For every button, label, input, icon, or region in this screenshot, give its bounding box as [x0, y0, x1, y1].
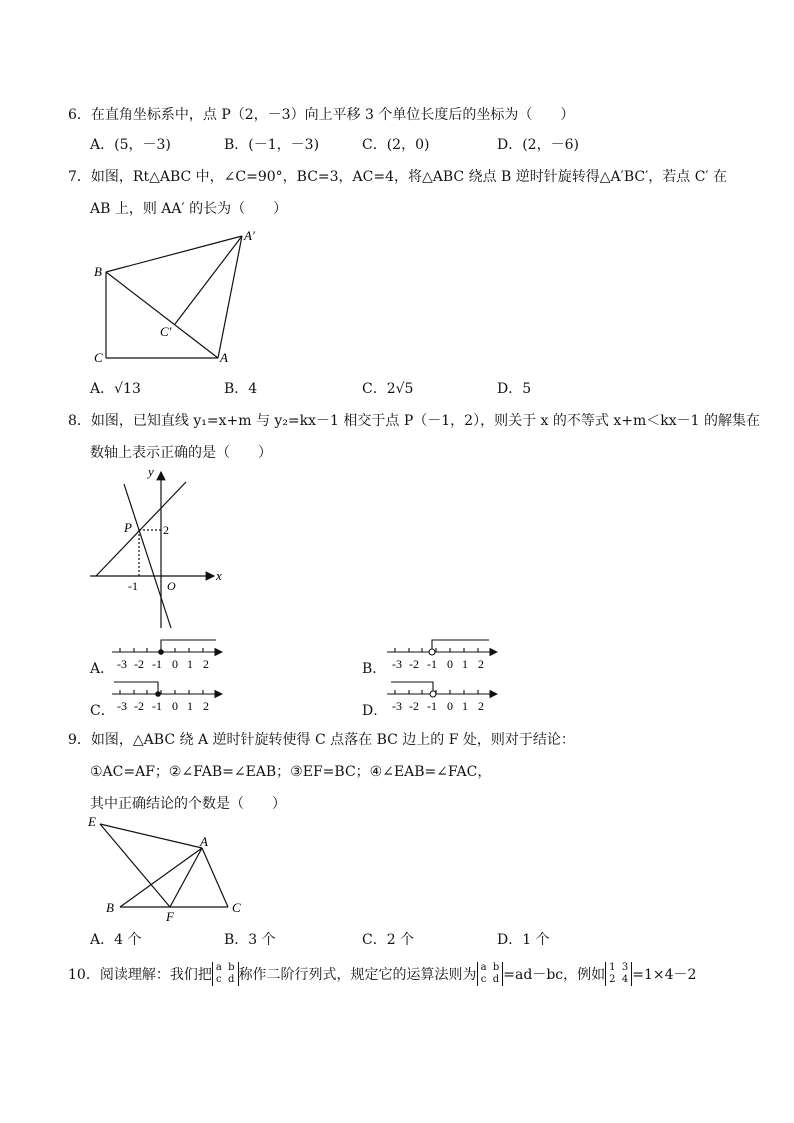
det-entry: a — [215, 962, 222, 973]
q9-option-c: C．2 个 — [362, 932, 415, 948]
q8-numberline-c — [110, 678, 230, 714]
tick-label: -1 — [427, 657, 437, 671]
q7-segment-a1a — [218, 236, 242, 358]
q8-label-2: 2 — [163, 523, 169, 537]
q7-segment-a1c1 — [175, 236, 242, 324]
q10-prefix: 10．阅读理解：我们把 — [68, 967, 212, 983]
tick-label: 2 — [478, 699, 484, 713]
q9-figure — [84, 812, 254, 924]
det-entry: 2 — [609, 974, 616, 985]
q8-label-neg1: -1 — [128, 579, 138, 593]
q9-segment-ac — [202, 848, 228, 907]
q7-stem-line1: 7．如图，Rt△ABC 中，∠C=90°，BC=3，AC=4，将△ABC 绕点 B 逆时针旋转得△A′BC′，若点 C′ 在 — [68, 169, 728, 185]
q8-stem-line2: 数轴上表示正确的是（ ） — [90, 445, 272, 461]
q9-segment-fa — [170, 848, 202, 907]
det-entry: c — [216, 974, 222, 985]
q7-label-a: A — [220, 350, 228, 365]
q9-label-c: C — [232, 900, 241, 915]
q7-option-c: C．2√5 — [362, 381, 414, 397]
tick-label: -1 — [152, 699, 162, 713]
tick-label: 0 — [172, 657, 178, 671]
q6-option-c: C．(2，0) — [362, 137, 430, 153]
q6-option-b: B．(－1，－3) — [224, 137, 320, 153]
det-entry: d — [492, 974, 500, 985]
tick-label: 2 — [478, 657, 484, 671]
q10-tail: =1×4－2 — [632, 967, 697, 983]
det-entry: b — [492, 962, 500, 973]
tick-label: 0 — [172, 699, 178, 713]
tick-label: -3 — [392, 657, 402, 671]
q9-segment-ea — [100, 824, 202, 848]
q9-label-b: B — [106, 900, 114, 915]
tick-label: 1 — [462, 657, 468, 671]
tick-label: 1 — [187, 657, 193, 671]
tick-label: -3 — [117, 699, 127, 713]
q9-stem-line1: 9．如图，△ABC 绕 A 逆时针旋转使得 C 点落在 BC 边上的 F 处，则对于结论： — [68, 732, 575, 748]
tick-label: 2 — [203, 657, 209, 671]
q8-label-p: P — [124, 520, 132, 535]
q8-label-x: x — [216, 568, 222, 583]
q8-option-c: C． — [90, 703, 115, 719]
q9-segment-ef — [100, 824, 170, 907]
det-entry: 4 — [621, 974, 629, 985]
q7-figure — [88, 228, 268, 370]
q10-determinant-general — [212, 962, 239, 986]
q7-option-a: A．√13 — [90, 381, 141, 397]
q10-determinant-rule — [477, 962, 504, 986]
tick-label: 1 — [462, 699, 468, 713]
q10-stem — [68, 962, 696, 986]
q8-option-d: D． — [362, 703, 388, 719]
q8-c-closed-dot — [155, 691, 161, 697]
q7-label-c-prime: C′ — [160, 324, 172, 339]
tick-label: -3 — [117, 657, 127, 671]
tick-label: -3 — [392, 699, 402, 713]
tick-label: 0 — [447, 657, 453, 671]
q10-determinant-example — [605, 962, 632, 986]
q10-rule: =ad－bc，例如 — [503, 967, 606, 983]
det-entry: d — [227, 974, 235, 985]
q8-d-open-dot — [430, 691, 436, 697]
q7-segment-ba1 — [106, 236, 242, 272]
q7-label-a-prime: A′ — [244, 228, 255, 243]
tick-label: -2 — [134, 657, 144, 671]
q8-option-b: B． — [362, 661, 387, 677]
q8-a-closed-dot — [158, 649, 164, 655]
det-entry: b — [228, 962, 235, 973]
q6-option-d: D．(2，－6) — [497, 137, 579, 153]
q9-label-e: E — [88, 814, 96, 829]
q7-label-c: C — [94, 350, 103, 365]
q7-segment-ba — [106, 272, 218, 358]
q9-label-a: A — [200, 834, 208, 849]
tick-label: -2 — [409, 657, 419, 671]
tick-label: 1 — [187, 699, 193, 713]
tick-label: -2 — [134, 699, 144, 713]
q8-numberline-b — [385, 636, 505, 672]
det-entry: a — [480, 962, 487, 973]
q8-graph — [86, 462, 236, 632]
q8-line-y1 — [96, 482, 186, 576]
q10-mid: 称作二阶行列式，规定它的运算法则为 — [238, 967, 477, 983]
q9-option-b: B．3 个 — [224, 932, 276, 948]
q7-label-b: B — [94, 264, 102, 279]
q7-option-b: B．4 — [224, 381, 258, 397]
q8-label-origin: O — [167, 579, 176, 593]
tick-label: -1 — [152, 657, 162, 671]
q9-stem-line2: ①AC=AF；②∠FAB=∠EAB；③EF=BC；④∠EAB=∠FAC， — [90, 764, 492, 780]
q6-stem: 6．在直角坐标系中，点 P（2，－3）向上平移 3 个单位长度后的坐标为（ ） — [68, 107, 575, 123]
q6-option-a: A．(5，－3) — [90, 137, 171, 153]
q8-option-a: A． — [90, 661, 115, 677]
q8-b-open-dot — [429, 649, 435, 655]
q7-stem-line2: AB 上，则 AA′ 的长为（ ） — [90, 201, 288, 217]
q7-option-d: D．5 — [497, 381, 532, 397]
det-entry: 3 — [621, 962, 629, 973]
q9-option-a: A．4 个 — [90, 932, 142, 948]
q9-stem-line3: 其中正确结论的个数是（ ） — [90, 796, 286, 812]
q8-numberline-d — [385, 678, 505, 714]
tick-label: 0 — [447, 699, 453, 713]
q9-segment-ba — [120, 848, 202, 907]
q9-option-d: D．1 个 — [497, 932, 550, 948]
q9-label-f: F — [166, 909, 174, 924]
q8-label-y: y — [148, 464, 154, 479]
tick-label: 2 — [203, 699, 209, 713]
q8-stem-line1: 8．如图，已知直线 y₁=x+m 与 y₂=kx－1 相交于点 P（－1，2），则关于 x 的不等式 x+m＜kx－1 的解集在 — [68, 413, 760, 429]
det-entry: c — [480, 974, 487, 985]
det-entry: 1 — [609, 962, 616, 973]
tick-label: -1 — [427, 699, 437, 713]
q8-numberline-a — [110, 636, 230, 672]
tick-label: -2 — [409, 699, 419, 713]
